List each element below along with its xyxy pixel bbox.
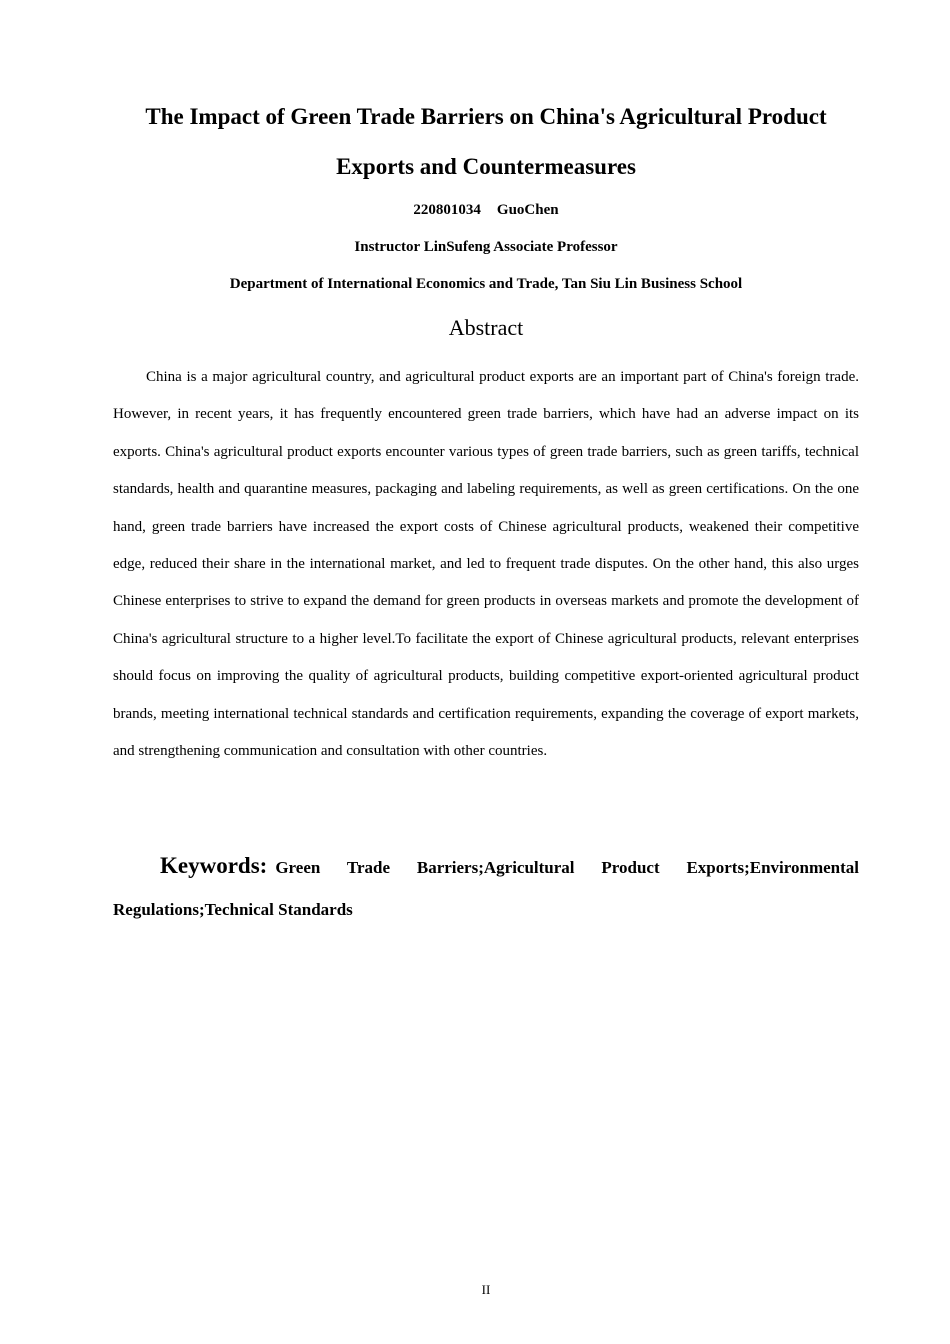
abstract-heading: Abstract [448,315,524,340]
author-line [100,201,872,219]
author-name: GuoChen [496,202,559,218]
instructor-line: Instructor LinSufeng Associate Professor [354,239,618,255]
paper-title-line-1: The Impact of Green Trade Barriers on China's Agricultural Product [145,104,827,129]
student-id: 220801034 [413,202,481,218]
keywords-label: Keywords: [160,853,268,878]
abstract-body: China is a major agricultural country, and agricultural product exports are an important part of China's foreign trade. However, in recent years, it has frequently encountered green trade barriers, which have had an adverse impact on its exports. China's agricultural product exports encounter various types of green trade barriers, such as green tariffs, technical standards, health and quarantine measures, packaging and labeling requirements, as well as green certifications. On the one hand, green trade barriers have increased the export costs of Chinese agricultural products, weakened their competitive edge, reduced their share in the international market, and led to frequent trade disputes. On the other hand, this also urges Chinese enterprises to strive to expand the demand for green products in overseas markets and promote the development of China's agricultural structure to a higher level.To facilitate the export of Chinese agricultural products, relevant enterprises should focus on improving the quality of agricultural products, building competitive export-oriented agricultural product brands, meeting international technical standards and certification requirements, expanding the coverage of export markets, and strengthening communication and consultation with other countries. [113,369,859,760]
paper-title-line-2: Exports and Countermeasures [336,154,636,179]
page-number: II [481,1282,491,1297]
keywords-paragraph [113,845,859,931]
keywords-text: Green Trade Barriers;Agricultural Product Exports;Environmental Regulations;Technical Standards [113,858,859,919]
department-line: Department of International Economics and Trade, Tan Siu Lin Business School [229,276,743,292]
